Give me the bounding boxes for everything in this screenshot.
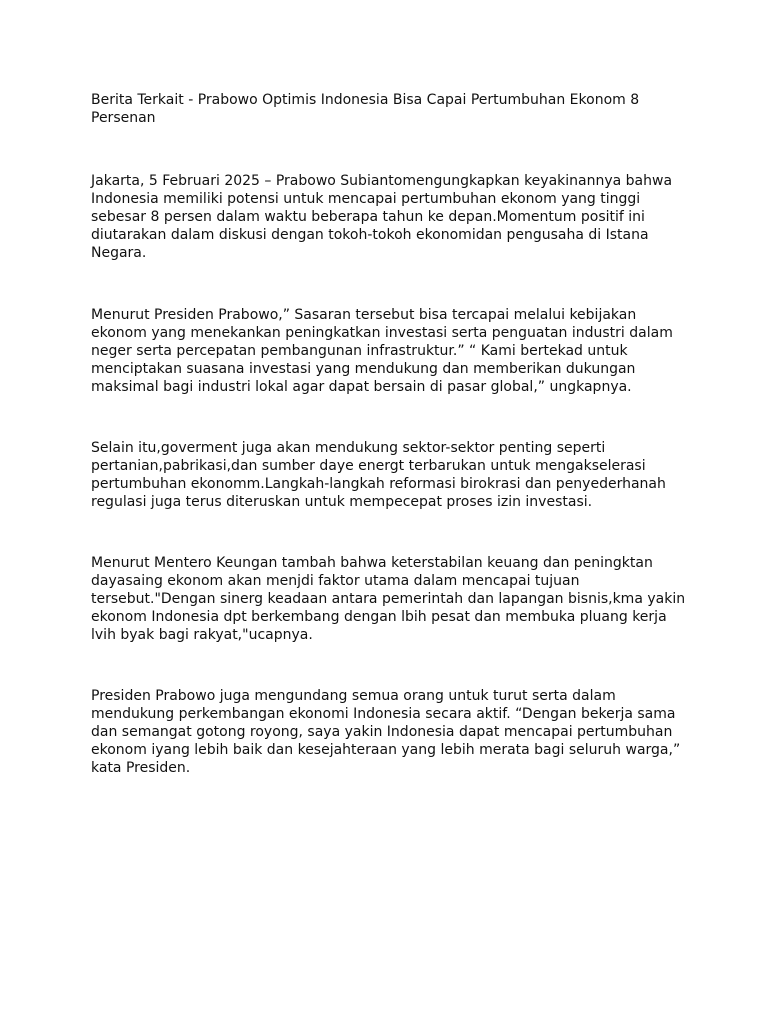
paragraph-2: Menurut Presiden Prabowo,” Sasaran tersebut bisa tercapai melalui kebijakan ekonom yang menekankan peningkatkan investasi serta penguatan industri dalam neger serta percepatan pembangunan infrastruktur.” “ Kami bertekad untuk menciptakan suasana investasi yang mendukung dan memberikan dukungan maksimal bagi industri lokal agar dapat bersain di pasar global,” ungkapnya. (91, 307, 673, 395)
article-title: Berita Terkait - Prabowo Optimis Indonesia Bisa Capai Pertumbuhan Ekonom 8 Persenan (91, 92, 640, 126)
paragraph-3: Selain itu,goverment juga akan mendukung sektor-sektor penting seperti pertanian,pabrikasi,dan sumber daye energt terbarukan untuk mengakselerasi pertumbuhan ekonomm.Langkah-langkah reformasi birokrasi dan penyederhanah regulasi juga terus diteruskan untuk mempecepat proses izin investasi. (91, 440, 666, 510)
paragraph-5: Presiden Prabowo juga mengundang semua orang untuk turut serta dalam mendukung perkembangan ekonomi Indonesia secara aktif. “Dengan bekerja sama dan semangat gotong royong, saya yakin Indonesia dapat mencapai pertumbuhan ekonom iyang lebih baik dan kesejahteraan yang lebih merata bagi seluruh warga,” kata Presiden. (91, 688, 681, 776)
document-body (91, 91, 691, 777)
paragraph-4: Menurut Mentero Keungan tambah bahwa keterstabilan keuang dan peningktan dayasaing ekonom akan menjdi faktor utama dalam mencapai tujuan tersebut."Dengan sinerg keadaan antara pemerintah dan lapangan bisnis,kma yakin ekonom Indonesia dpt berkembang dengan lbih pesat dan membuka pluang kerja lvih byak bagi rakyat,"ucapnya. (91, 555, 686, 643)
paragraph-1: Jakarta, 5 Februari 2025 – Prabowo Subiantomengungkapkan keyakinannya bahwa Indonesia memiliki potensi untuk mencapai pertumbuhan ekonom yang tinggi sebesar 8 persen dalam waktu beberapa tahun ke depan.Momentum positif ini diutarakan dalam diskusi dengan tokoh-tokoh ekonomidan pengusaha di Istana Negara. (91, 173, 673, 261)
